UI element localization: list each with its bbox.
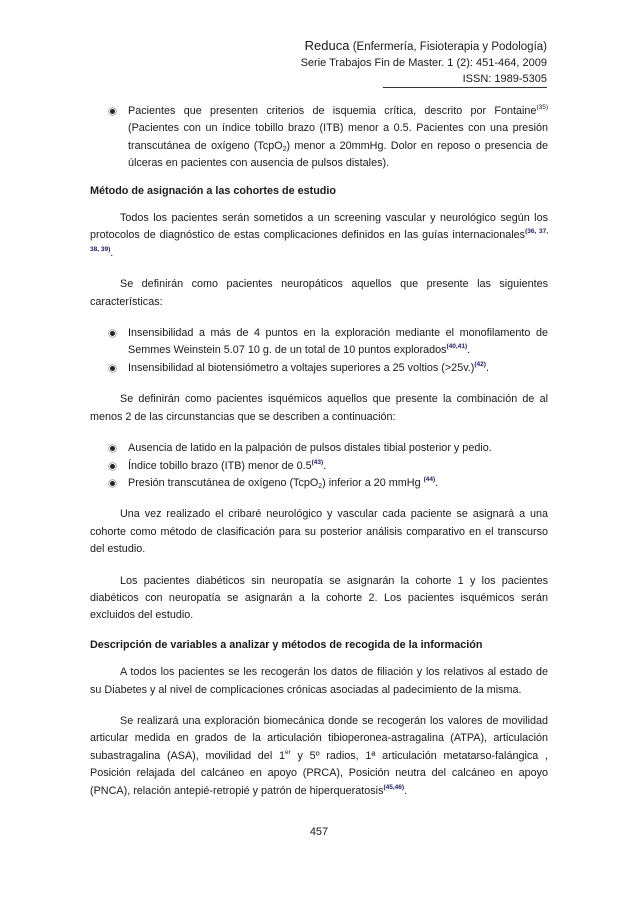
bullet-icon [110,331,115,336]
list-item: Insensibilidad a más de 4 puntos en la exploración mediante el monofilamento de Semmes Weinstein 5.07 10 g. de un total de 10 puntos explorados$^{(40,41)}$. [90,325,548,360]
bullet-icon [110,464,115,469]
citation: (45,46) [383,783,405,791]
citation: (40,41) [446,343,468,351]
paragraph: A todos los pacientes se les recogerán los datos de filiación y los relativos al estado de su Diabetes y al nivel de complicaciones crónicas asociadas al padecimiento de la misma. [90,666,548,696]
journal-line [301,38,547,55]
citation: (43) [311,458,324,466]
citation: (42) [474,360,486,368]
page-number: 457 [309,826,329,838]
citation: (36, 37, 38, 39) [90,228,548,253]
paragraph: Todos los pacientes serán sometidos a un screening vascular y neurológico según los protocolos de diagnóstico de estas complicaciones definidos en las guías internacionales$^{(36, 37, 38, 39)}$. [90,212,548,259]
series-line: Serie Trabajos Fin de Master. 1 (2): 451-464, 2009 [300,57,547,69]
section-heading: Descripción de variables a analizar y métodos de recogida de la información [90,638,483,651]
paragraph: Se definirán como pacientes neuropáticos aquellos que presente las siguientes características: [90,278,548,308]
body-content [90,103,548,800]
isch-bullet-list [90,440,548,492]
list-item: Presión transcutánea de oxígeno (TcpO$_2$) inferior a 20 mmHg $^{(44)}$. [90,475,548,492]
journal-subtitle: (Enfermería, Fisioterapia y Podología) [352,41,547,53]
neuro-bullet-list [90,325,548,377]
issn-line: ISSN: 1989-5305 [383,71,547,88]
top-bullet-list [90,103,548,173]
paragraph: Se realizará una exploración biomecánica donde se recogerán los valores de movilidad articular medida en grados de la articulación tibioperonea-astragalina (ATPA), articulación subastragalina (ASA), movilidad del 1er y 5º radios, 1ª articulación metatarso-falángica , Posición relajada del calcáneo en apoyo (PRCA), Posición neutra del calcáneo en apoyo (PNCA), relación antepié-retropié y patrón de hiperqueratosis$^{(45,46)}$. [90,714,548,797]
list-item: Ausencia de latido en la palpación de pulsos distales tibial posterior y pedio. [90,440,548,457]
bullet-icon [110,366,115,371]
section-heading: Método de asignación a las cohortes de estudio [90,184,336,197]
paragraph: Los pacientes diabéticos sin neuropatía se asignarán la cohorte 1 y los pacientes diabéticos con neuropatía se asignarán a la cohorte 2. Los pacientes isquémicos serán excluidos del estudio. [90,574,548,622]
list-item: Índice tobillo brazo (ITB) menor de 0.5$^{(43)}$. [90,458,548,475]
list-item: Pacientes que presenten criterios de isquemia crítica, descrito por Fontaine$^{(35)}$ (Pacientes con un índice tobillo brazo (ITB) menor a 0.5. Pacientes con una presión transcutánea de oxígeno (TcpO$_2$) menor a 20mmHg. Dolor en reposo o presencia de úlceras en pacientes con ausencia de pulsos distales). [90,103,548,173]
citation: (44) [423,475,436,483]
bullet-icon [110,109,115,114]
paragraph: Una vez realizado el cribaré neurológico y vascular cada paciente se asignará a una cohorte como método de clasificación para su posterior análisis comparativo en el transcurso del estudio. [90,508,548,556]
paragraph: Se definirán como pacientes isquémicos aquellos que presente la combinación de al menos 2 de las circunstancias que se describen a continuación: [90,393,548,423]
journal-name: Reduca [304,38,350,53]
citation: (35) [536,104,548,111]
list-item: Insensibilidad al biotensiómetro a voltajes superiores a 25 voltios (>25v.)$^{(42)}$. [90,360,548,377]
bullet-icon [110,481,115,486]
running-header [301,38,547,88]
bullet-icon [110,446,115,451]
